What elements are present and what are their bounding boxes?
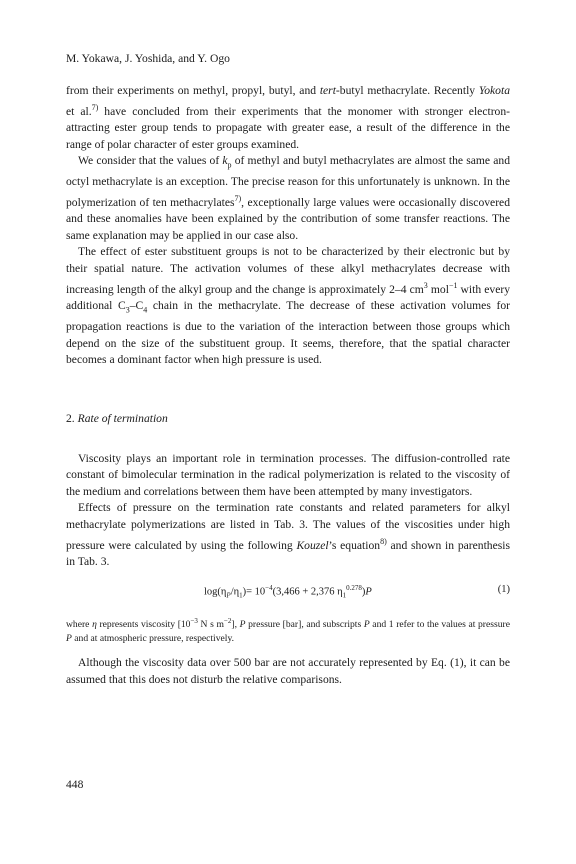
equation-legend: where η represents viscosity [$10^{-3}$ N s $m^{-2}$], P pressure [bar], and subscripts P and 1 refer to the values at pressure P and at atmospheric pressure, respectively. <box>66 616 510 645</box>
paragraph-2: We consider that the values of $k_p$ of methyl and butyl methacrylates are almost the same and octyl methacrylate is an exception. The precise reason for this unfortunately is unknown. In the polymerization of ten methacrylates$^{7)}$, exceptionally large values were occasionally discovered and these anomalies have been explained by the contribution of some transfer reactions. The same explanation may be applied in our case also. <box>66 154 510 242</box>
reference-7: 7) <box>91 102 99 112</box>
equation-1 <box>66 584 510 602</box>
equation-number: (1) <box>497 583 510 595</box>
page-body <box>66 52 510 688</box>
page-number: 448 <box>66 778 84 791</box>
paragraph-1: from their experiments on methyl, propyl, butyl, and tert-butyl methacrylate. Recently Yokota et al.$^{7)}$ have concluded from their experiments that the monomer with stronger electron-attracting ester group tends to propagate with greater ease, a result of the difference in the range of polar character of ester groups examined. <box>66 84 511 151</box>
section-number: 2. <box>66 411 75 425</box>
reference-7: 7) <box>234 193 242 203</box>
paragraph-6: Although the viscosity data over 500 bar are not accurately represented by Eq. (1), it can be assumed that this does not disturb the relative comparisons. <box>66 655 510 686</box>
equation-body: $\log(\eta_P/\eta_1)= 10^{-4}(3,466 + 2,376$ $\eta_1^{0.278})P$ <box>204 583 372 600</box>
paragraph-5: Effects of pressure on the termination rate constants and related parameters for alkyl methacrylate polymerizations are listed in Tab. 3. The values of the viscosities under high pressure were calculated by using the following Kouzel’s equation$^{8)}$ and shown in parenthesis in Tab. 3. <box>66 501 510 569</box>
running-head: M. Yokawa, J. Yoshida, and Y. Ogo <box>66 52 230 65</box>
section-title: Rate of termination <box>77 411 168 425</box>
reference-8: 8) <box>380 536 387 546</box>
section-heading <box>66 412 510 425</box>
paragraph-3: The effect of ester substituent groups is not to be characterized by their electronic but by their spatial nature. The activation volumes of these alkyl methacrylates decrease with increasing length of the alkyl group and the change is approximately 2–4 $cm^3$ mol$^{-1}$ with every additional $C_3-C_4$ chain in the methacrylate. The decrease of these activation volumes for propagation reactions is due to the variation of the interaction between those groups which depend on the size of the substituent group. It seems, therefore, that the spatial character becomes a dominant factor when high pressure is used. <box>66 245 510 367</box>
paragraph-4: Viscosity plays an important role in termination processes. The diffusion-controlled rate constant of bimolecular termination in the radical polymerization is related to the viscosity of the medium and correlations between them have been attempted by many investigators. <box>66 451 510 498</box>
